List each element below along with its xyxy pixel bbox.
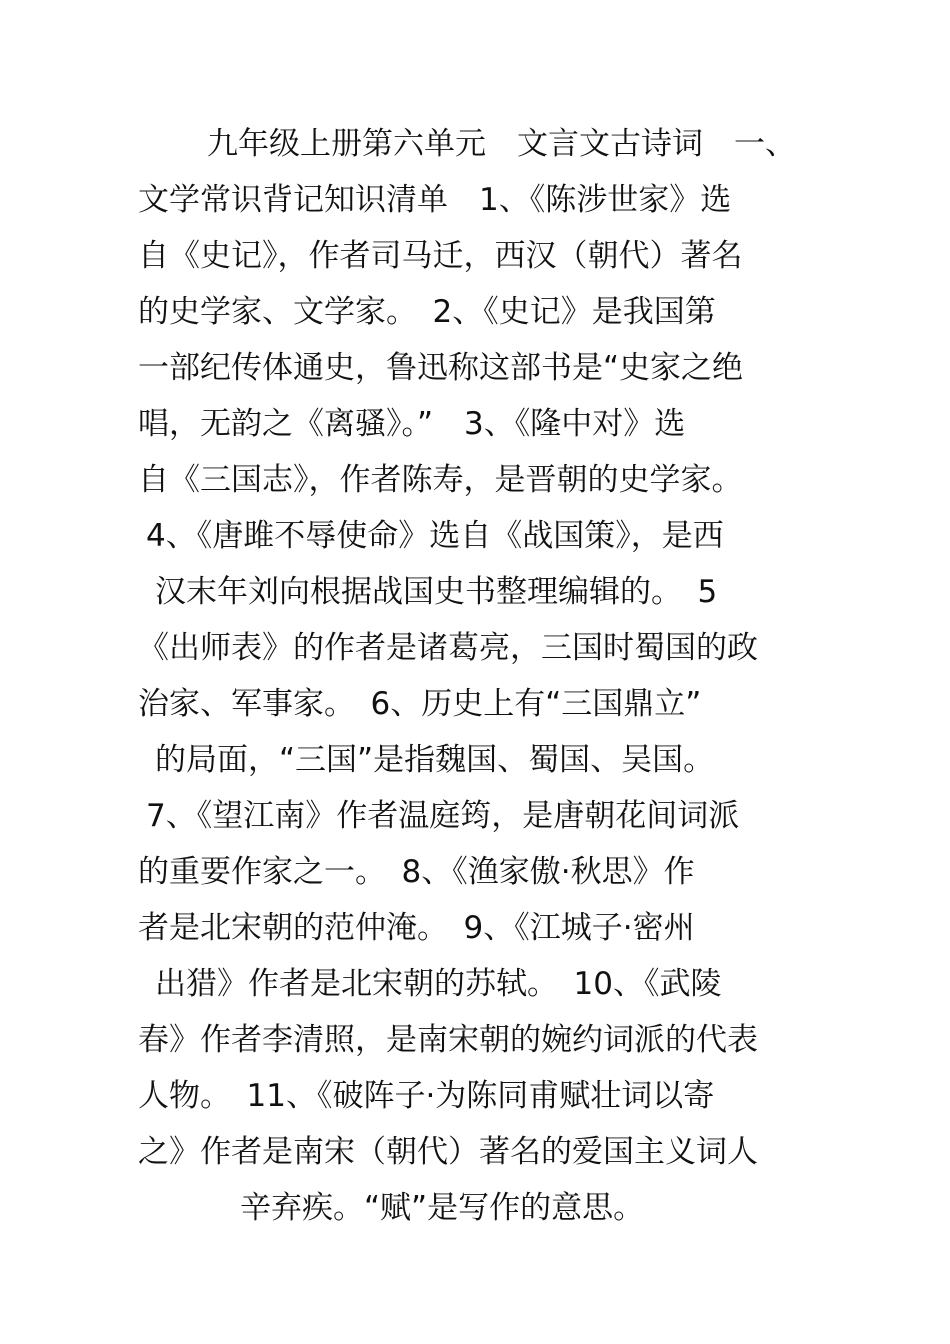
text-line: 唱，无韵之《离骚》。” 3、《隆中对》选 <box>138 406 686 442</box>
text-line: 自《史记》，作者司马迁，西汉（朝代）著名 <box>138 238 743 274</box>
text-line: 春》作者李清照，是南宋朝的婉约词派的代表 <box>138 1022 758 1058</box>
text-line: 的重要作家之一。 8、《渔家傲·秋思》作 <box>138 854 695 890</box>
text-line: 7、《望江南》作者温庭筠，是唐朝花间词派 <box>146 798 740 834</box>
text-line: 一部纪传体通史，鲁迅称这部书是“史家之绝 <box>138 350 744 386</box>
text-line: 的局面，“三国”是指魏国、蜀国、吴国。 <box>155 742 715 778</box>
text-line: 自《三国志》，作者陈寿，是晋朝的史学家。 <box>138 462 743 498</box>
text-line: 九年级上册第六单元 文言文古诗词 一、 <box>207 126 796 162</box>
text-line: 治家、军事家。 6、历史上有“三国鼎立” <box>138 686 702 722</box>
text-line: 汉末年刘向根据战国史书整理编辑的。 5 <box>155 574 718 610</box>
text-line: 文学常识背记知识清单 1、《陈涉世家》选 <box>138 182 732 218</box>
text-line: 人物。 11、《破阵子·为陈同甫赋壮词以寄 <box>138 1078 715 1114</box>
text-line: 之》作者是南宋（朝代）著名的爱国主义词人 <box>138 1134 758 1170</box>
text-line: 出猎》作者是北宋朝的苏轼。 10、《武陵 <box>155 966 722 1002</box>
text-line: 的史学家、文学家。 2、《史记》是我国第 <box>138 294 716 330</box>
text-line: 《出师表》的作者是诸葛亮，三国时蜀国的政 <box>138 630 758 666</box>
text-line: 4、《唐雎不辱使命》选自《战国策》，是西 <box>146 518 724 554</box>
text-line: 者是北宋朝的范仲淹。 9、《江城子·密州 <box>138 910 695 946</box>
text-line: 辛弃疾。“赋”是写作的意思。 <box>240 1190 645 1226</box>
